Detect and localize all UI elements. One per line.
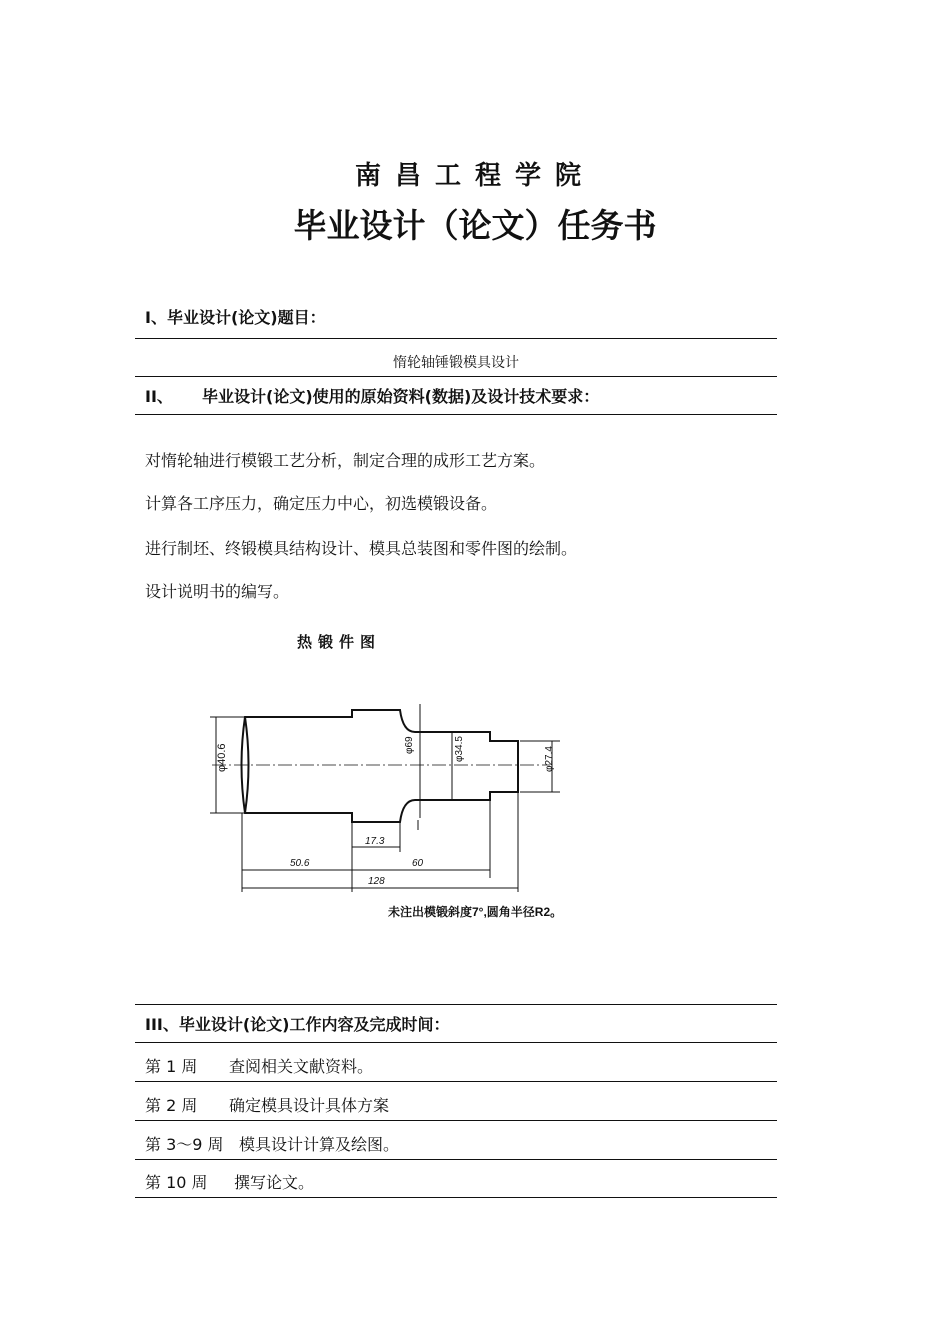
schedule-week: 第 1 周 bbox=[145, 1057, 198, 1076]
schedule-task: 模具设计计算及绘图。 bbox=[239, 1135, 400, 1154]
rule bbox=[135, 1081, 777, 1082]
dim-neck-diameter: φ34.5 bbox=[454, 736, 465, 762]
schedule-task: 撰写论文。 bbox=[234, 1173, 315, 1192]
rule bbox=[135, 1159, 777, 1160]
schedule-row bbox=[145, 1170, 314, 1193]
dim-left-length: 50.6 bbox=[290, 858, 310, 869]
drawing-title: 热锻件图 bbox=[297, 634, 382, 651]
dim-right-diameter: φ27.4 bbox=[544, 746, 555, 772]
thesis-topic: 惰轮轴锤锻模具设计 bbox=[393, 355, 519, 371]
requirement-line: 设计说明书的编写。 bbox=[145, 582, 290, 601]
dim-mid-length: 60 bbox=[412, 858, 424, 869]
rule bbox=[135, 1042, 777, 1043]
dim-total-length: 128 bbox=[368, 876, 385, 887]
schedule-week: 第 10 周 bbox=[145, 1173, 208, 1192]
drawing-note: 未注出模锻斜度7°,圆角半径R2。 bbox=[388, 905, 563, 919]
section1-heading: I、毕业设计(论文)题目： bbox=[145, 308, 326, 327]
school-name: 南昌工程学院 bbox=[354, 161, 595, 191]
shaft-outline bbox=[242, 710, 519, 822]
requirement-line: 计算各工序压力，确定压力中心，初选模锻设备。 bbox=[145, 494, 498, 513]
schedule-row bbox=[145, 1093, 389, 1116]
rule bbox=[135, 1004, 777, 1005]
schedule-task: 查阅相关文献资料。 bbox=[229, 1057, 374, 1076]
rule bbox=[135, 338, 777, 339]
schedule-row bbox=[145, 1132, 399, 1155]
requirement-line: 进行制坯、终锻模具结构设计、模具总装图和零件图的绘制。 bbox=[145, 539, 578, 558]
rule bbox=[135, 1120, 777, 1121]
schedule-week: 第 2 周 bbox=[145, 1096, 198, 1115]
document-title: 毕业设计（论文）任务书 bbox=[293, 206, 657, 245]
dim-left-diameter: φ40.6 bbox=[216, 743, 228, 772]
schedule-week: 第 3～9 周 bbox=[145, 1135, 224, 1154]
schedule-task: 确定模具设计具体方案 bbox=[229, 1096, 390, 1115]
rule bbox=[135, 1197, 777, 1198]
rule bbox=[135, 414, 777, 415]
requirement-line: 对惰轮轴进行模锻工艺分析，制定合理的成形工艺方案。 bbox=[145, 451, 546, 470]
schedule-row bbox=[145, 1054, 373, 1077]
section2-heading: 毕业设计(论文)使用的原始资料(数据)及设计技术要求： bbox=[202, 387, 600, 406]
forging-drawing bbox=[200, 620, 580, 930]
dim-flange-length: 17.3 bbox=[365, 836, 385, 847]
section3-heading: III、毕业设计(论文)工作内容及完成时间： bbox=[145, 1015, 450, 1034]
section2-number: II、 bbox=[145, 387, 173, 406]
rule bbox=[135, 376, 777, 377]
dim-flange-diameter: φ69 bbox=[404, 736, 415, 754]
